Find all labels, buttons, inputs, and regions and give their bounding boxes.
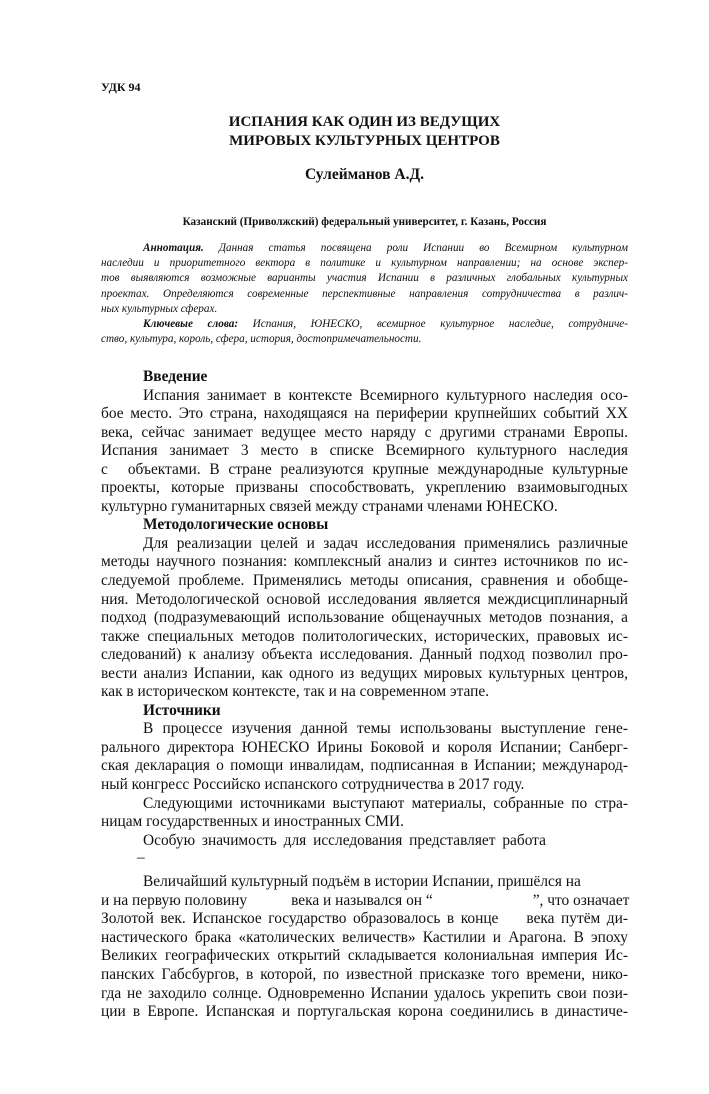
dash-mark: – xyxy=(137,849,145,867)
body-line: бое место. Это страна, находящаяся на периферии крупнейших событий XX xyxy=(101,405,628,423)
title-line-2: МИРОВЫХ КУЛЬТУРНЫХ ЦЕНТРОВ xyxy=(229,133,500,149)
body-line: панских Габсбургов, в которой, по известной присказке того времени, нико- xyxy=(101,965,628,983)
abstract-line: проектах. Определяются современные перспективные направления сотрудничества в различ- xyxy=(101,287,628,300)
body-line: века, сейчас занимает ведущее место наряду с другими странами Европы. xyxy=(101,423,628,441)
body-line: Для реализации целей и задач исследования применялись различные xyxy=(143,534,628,552)
body-line: В процессе изучения данной темы использованы выступление гене- xyxy=(143,720,628,738)
abstract-label: Аннотация. xyxy=(143,242,204,254)
body-line: ницам государственных и иностранных СМИ. xyxy=(101,813,404,831)
abstract-line: Аннотация. Данная статья посвящена роли Испании во Всемирном культурном xyxy=(143,242,628,254)
body-line: настического брака «католических величеств» Кастилии и Арагона. В эпоху xyxy=(101,928,628,946)
author-name: Сулейманов А.Д. xyxy=(304,166,425,183)
title-line-1: ИСПАНИЯ КАК ОДИН ИЗ ВЕДУЩИХ xyxy=(228,114,501,130)
body-line: ный конгресс Российско испанского сотрудничества в 2017 году. xyxy=(101,776,525,794)
body-line: Испания занимает в контексте Всемирного культурного наследия осо- xyxy=(143,386,628,404)
body-line: с объектами. В стране реализуются крупные международные культурные xyxy=(101,460,628,478)
body-line: Великих географических открытий складывается колониальная империя Ис- xyxy=(101,947,628,965)
body-line: как в историческом контексте, так и на современном этапе. xyxy=(101,683,490,701)
article-body xyxy=(101,368,628,1022)
body-line: Величайший культурный подъём в истории Испании, пришёлся на xyxy=(143,873,581,891)
body-line: проекты, которые призваны способствовать, укреплению взаимовыгодных xyxy=(101,479,628,497)
body-line: ская декларация о помощи инвалидам, подписанная в Испании; международ- xyxy=(101,757,628,775)
affiliation: Казанский (Приволжский) федеральный университет, г. Казань, Россия xyxy=(182,216,547,228)
body-line: Золотой век. Испанское государство образовалось в конце века путём ди- xyxy=(101,910,628,928)
body-line: ния. Методологической основой исследования является междисциплинарный xyxy=(101,590,628,608)
body-line: методы научного познания: комплексный анализ и синтез источников по ис- xyxy=(101,553,628,571)
body-line: Особую значимость для исследования представляет работа xyxy=(143,831,546,849)
body-line: Испания занимает 3 место в списке Всемирного культурного наследия xyxy=(101,442,628,460)
section-heading-sources: Источники xyxy=(143,701,221,719)
abstract-block xyxy=(101,241,628,347)
body-line: Следующими источниками выступают материалы, собранные по стра- xyxy=(143,794,628,812)
udk-code: УДК 94 xyxy=(101,80,141,94)
keywords-line: ство, культура, король, сфера, история, достопримечательности. xyxy=(101,333,422,346)
body-line: вести анализ Испании, как одного из ведущих мировых культурных центров, xyxy=(101,664,628,682)
abstract-line: ных культурных сферах. xyxy=(101,302,218,315)
keywords-line: Ключевые слова: Испания, ЮНЕСКО, всемирное культурное наследие, сотрудниче- xyxy=(143,318,628,331)
section-heading-intro: Введение xyxy=(143,368,208,385)
abstract-line: тов выявляются возможные варианты участия Испании в различных глобальных культурных xyxy=(101,272,628,285)
body-line: следований) к анализу объекта исследования. Данный подход позволил про- xyxy=(101,646,628,664)
body-line: и на первую половину века и назывался он “ ”, что означает xyxy=(101,891,630,909)
body-line: подход (подразумевающий использование общенаучных методов познания, а xyxy=(101,609,628,627)
body-line: следуемой проблеме. Применялись методы описания, сравнения и обобще- xyxy=(101,572,628,590)
body-line: гда не заходило солнце. Одновременно Испании удалось укрепить свои пози- xyxy=(101,984,628,1002)
body-line: также специальных методов политологических, исторических, правовых ис- xyxy=(101,627,628,645)
body-line: ции в Европе. Испанская и португальская корона соединились в династиче- xyxy=(101,1003,628,1021)
section-heading-methods: Методологические основы xyxy=(143,516,329,534)
article-title xyxy=(101,113,628,151)
body-line: культурно гуманитарных связей между странами членами ЮНЕСКО. xyxy=(101,497,558,515)
keywords-label: Ключевые слова: xyxy=(143,318,239,331)
body-line: рального директора ЮНЕСКО Ирины Боковой и короля Испании; Санберг- xyxy=(101,738,628,756)
abstract-line: наследии и приоритетного вектора в политике и культурном направлении; на основе экспер- xyxy=(101,257,628,270)
